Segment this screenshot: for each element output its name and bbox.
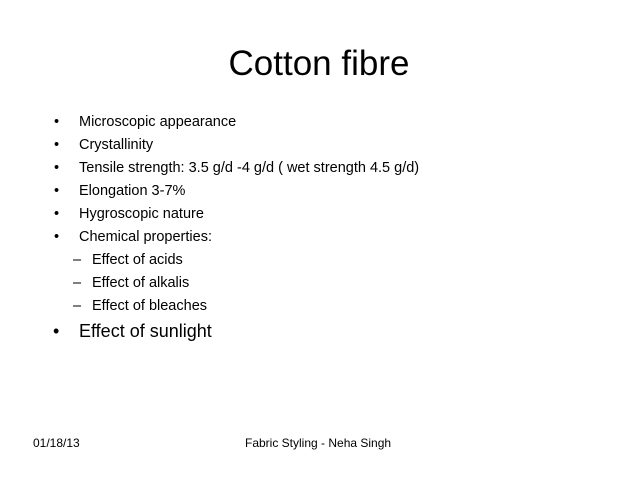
- footer-date: 01/18/13: [33, 436, 80, 450]
- bullet-text: Effect of sunlight: [79, 321, 212, 341]
- bullet-text: Elongation 3-7%: [79, 183, 186, 199]
- bullet-marker: •: [54, 114, 60, 130]
- bullet-marker: •: [54, 229, 60, 245]
- bullet-text: Microscopic appearance: [79, 114, 237, 130]
- slide-title: Cotton fibre: [228, 44, 410, 83]
- footer-text: Fabric Styling - Neha Singh: [245, 436, 392, 450]
- sub-bullet-marker: –: [73, 252, 82, 268]
- bullet-marker: •: [53, 321, 60, 341]
- sub-bullet-text: Effect of acids: [92, 252, 183, 268]
- bullet-text: Hygroscopic nature: [79, 206, 204, 222]
- bullet-text: Tensile strength: 3.5 g/d -4 g/d ( wet strength 4.5 g/d): [79, 160, 420, 176]
- bullet-marker: •: [54, 206, 60, 222]
- bullet-marker: •: [54, 160, 60, 176]
- bullet-text: Chemical properties:: [79, 229, 212, 245]
- bullet-text: Crystallinity: [79, 137, 154, 153]
- sub-bullet-marker: –: [73, 275, 82, 291]
- bullet-marker: •: [54, 137, 60, 153]
- sub-bullet-marker: –: [73, 298, 82, 314]
- sub-bullet-text: Effect of bleaches: [92, 298, 208, 314]
- sub-bullet-text: Effect of alkalis: [92, 275, 190, 291]
- bullet-marker: •: [54, 183, 60, 199]
